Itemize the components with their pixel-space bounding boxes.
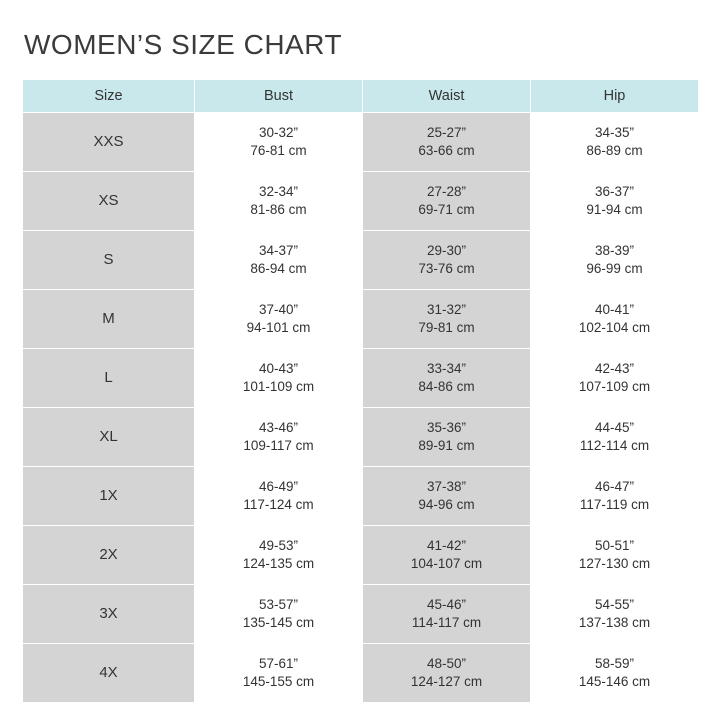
waist-inches: 41-42” bbox=[426, 537, 467, 553]
waist-cm: 84-86 cm bbox=[418, 378, 475, 394]
waist-measurement bbox=[363, 466, 531, 525]
bust-measurement bbox=[195, 643, 363, 702]
table-row bbox=[23, 348, 699, 407]
bust-cm: 76-81 cm bbox=[250, 142, 307, 158]
waist-cm: 79-81 cm bbox=[418, 319, 475, 335]
table-header-row bbox=[23, 79, 699, 112]
page-title: WOMEN’S SIZE CHART bbox=[24, 29, 343, 60]
hip-inches: 34-35” bbox=[594, 124, 635, 140]
bust-cm: 101-109 cm bbox=[242, 378, 315, 394]
table-row bbox=[23, 584, 699, 643]
table-row bbox=[23, 466, 699, 525]
waist-inches: 45-46” bbox=[426, 596, 467, 612]
bust-measurement bbox=[195, 525, 363, 584]
bust-measurement bbox=[195, 407, 363, 466]
table-row bbox=[23, 289, 699, 348]
hip-measurement bbox=[531, 407, 699, 466]
size-label: XS bbox=[23, 171, 195, 230]
bust-measurement bbox=[195, 289, 363, 348]
waist-inches: 31-32” bbox=[426, 301, 467, 317]
waist-measurement bbox=[363, 525, 531, 584]
hip-cm: 102-104 cm bbox=[578, 319, 651, 335]
hip-measurement bbox=[531, 112, 699, 171]
waist-measurement bbox=[363, 584, 531, 643]
bust-cm: 94-101 cm bbox=[246, 319, 311, 335]
bust-measurement bbox=[195, 466, 363, 525]
waist-measurement bbox=[363, 112, 531, 171]
waist-cm: 63-66 cm bbox=[418, 142, 475, 158]
hip-inches: 44-45” bbox=[594, 419, 635, 435]
hip-measurement bbox=[531, 348, 699, 407]
hip-inches: 38-39” bbox=[594, 242, 635, 258]
table-row bbox=[23, 407, 699, 466]
size-label: 1X bbox=[23, 466, 195, 525]
hip-cm: 86-89 cm bbox=[586, 142, 643, 158]
bust-measurement bbox=[195, 171, 363, 230]
bust-inches: 37-40” bbox=[258, 301, 299, 317]
hip-cm: 96-99 cm bbox=[586, 260, 643, 276]
bust-inches: 49-53” bbox=[258, 537, 299, 553]
hip-measurement bbox=[531, 525, 699, 584]
bust-inches: 40-43” bbox=[258, 360, 299, 376]
table-row bbox=[23, 171, 699, 230]
bust-measurement bbox=[195, 348, 363, 407]
bust-cm: 124-135 cm bbox=[242, 555, 315, 571]
hip-inches: 42-43” bbox=[594, 360, 635, 376]
waist-cm: 69-71 cm bbox=[418, 201, 475, 217]
waist-cm: 124-127 cm bbox=[410, 673, 483, 689]
waist-cm: 89-91 cm bbox=[418, 437, 475, 453]
hip-cm: 117-119 cm bbox=[579, 496, 650, 512]
waist-cm: 73-76 cm bbox=[418, 260, 475, 276]
bust-cm: 145-155 cm bbox=[242, 673, 315, 689]
hip-measurement bbox=[531, 466, 699, 525]
column-header-size: Size bbox=[23, 79, 195, 112]
size-label: 2X bbox=[23, 525, 195, 584]
waist-inches: 37-38” bbox=[426, 478, 467, 494]
waist-measurement bbox=[363, 289, 531, 348]
hip-measurement bbox=[531, 230, 699, 289]
hip-inches: 46-47” bbox=[594, 478, 635, 494]
hip-cm: 145-146 cm bbox=[578, 673, 651, 689]
hip-inches: 40-41” bbox=[594, 301, 635, 317]
table-row bbox=[23, 112, 699, 171]
hip-cm: 91-94 cm bbox=[586, 201, 643, 217]
hip-measurement bbox=[531, 289, 699, 348]
hip-cm: 107-109 cm bbox=[578, 378, 651, 394]
column-header-hip: Hip bbox=[531, 79, 699, 112]
hip-inches: 36-37” bbox=[594, 183, 635, 199]
waist-inches: 29-30” bbox=[426, 242, 467, 258]
waist-cm: 94-96 cm bbox=[418, 496, 475, 512]
waist-inches: 25-27” bbox=[426, 124, 467, 140]
hip-inches: 54-55” bbox=[594, 596, 635, 612]
size-label: M bbox=[23, 289, 195, 348]
waist-measurement bbox=[363, 348, 531, 407]
bust-cm: 109-117 cm bbox=[243, 437, 314, 453]
hip-cm: 137-138 cm bbox=[578, 614, 651, 630]
size-chart-table bbox=[22, 79, 699, 703]
bust-cm: 117-124 cm bbox=[243, 496, 314, 512]
table-row bbox=[23, 230, 699, 289]
waist-inches: 35-36” bbox=[426, 419, 467, 435]
hip-measurement bbox=[531, 171, 699, 230]
table-body bbox=[23, 112, 699, 702]
waist-inches: 33-34” bbox=[426, 360, 467, 376]
table-row bbox=[23, 525, 699, 584]
waist-measurement bbox=[363, 171, 531, 230]
bust-cm: 86-94 cm bbox=[250, 260, 307, 276]
hip-measurement bbox=[531, 584, 699, 643]
table-row bbox=[23, 643, 699, 702]
hip-cm: 112-114 cm bbox=[579, 437, 650, 453]
bust-measurement bbox=[195, 230, 363, 289]
bust-inches: 34-37” bbox=[258, 242, 299, 258]
size-label: L bbox=[23, 348, 195, 407]
size-label: 3X bbox=[23, 584, 195, 643]
waist-cm: 104-107 cm bbox=[410, 555, 483, 571]
size-label: S bbox=[23, 230, 195, 289]
bust-inches: 30-32” bbox=[258, 124, 299, 140]
bust-inches: 46-49” bbox=[258, 478, 299, 494]
bust-cm: 81-86 cm bbox=[250, 201, 307, 217]
bust-measurement bbox=[195, 584, 363, 643]
bust-inches: 43-46” bbox=[258, 419, 299, 435]
hip-measurement bbox=[531, 643, 699, 702]
table-head bbox=[23, 79, 699, 112]
bust-measurement bbox=[195, 112, 363, 171]
waist-measurement bbox=[363, 230, 531, 289]
waist-cm: 114-117 cm bbox=[411, 614, 482, 630]
bust-cm: 135-145 cm bbox=[242, 614, 315, 630]
column-header-waist: Waist bbox=[363, 79, 531, 112]
waist-inches: 27-28” bbox=[426, 183, 467, 199]
size-label: XL bbox=[23, 407, 195, 466]
hip-inches: 58-59” bbox=[594, 655, 635, 671]
size-label: XXS bbox=[23, 112, 195, 171]
waist-measurement bbox=[363, 643, 531, 702]
hip-inches: 50-51” bbox=[594, 537, 635, 553]
waist-measurement bbox=[363, 407, 531, 466]
bust-inches: 57-61” bbox=[258, 655, 299, 671]
hip-cm: 127-130 cm bbox=[578, 555, 651, 571]
waist-inches: 48-50” bbox=[426, 655, 467, 671]
bust-inches: 32-34” bbox=[258, 183, 299, 199]
size-label: 4X bbox=[23, 643, 195, 702]
bust-inches: 53-57” bbox=[258, 596, 299, 612]
column-header-bust: Bust bbox=[195, 79, 363, 112]
